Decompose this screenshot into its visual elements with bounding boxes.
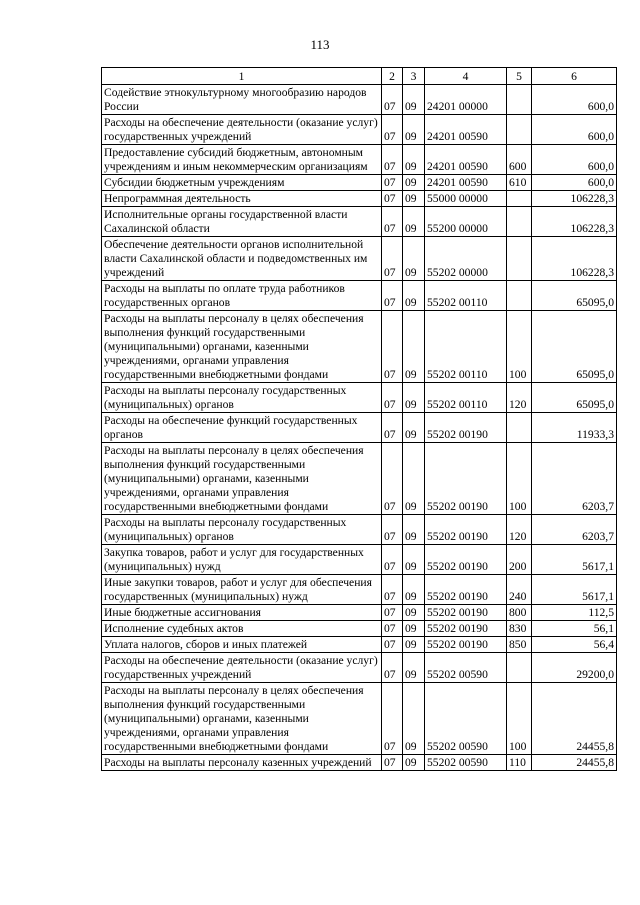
section-code-cell: 07 — [382, 413, 403, 443]
expense-type-cell — [507, 237, 532, 281]
section-code-cell: 07 — [382, 683, 403, 755]
target-article-cell: 24201 00590 — [425, 115, 507, 145]
subsection-code-cell: 09 — [403, 605, 425, 621]
table-body — [102, 68, 617, 771]
subsection-code-cell: 09 — [403, 237, 425, 281]
table-row — [102, 237, 617, 281]
target-article-cell: 55202 00590 — [425, 653, 507, 683]
expense-type-cell: 830 — [507, 621, 532, 637]
table-row — [102, 683, 617, 755]
amount-cell: 6203,7 — [532, 443, 617, 515]
amount-cell: 600,0 — [532, 115, 617, 145]
row-name-cell: Расходы на обеспечение функций государственных органов — [102, 413, 382, 443]
amount-cell: 6203,7 — [532, 515, 617, 545]
expense-type-cell: 240 — [507, 575, 532, 605]
amount-cell: 56,4 — [532, 637, 617, 653]
row-name-cell: Исполнительные органы государственной власти Сахалинской области — [102, 207, 382, 237]
subsection-code-cell: 09 — [403, 175, 425, 191]
amount-cell: 600,0 — [532, 175, 617, 191]
table-row — [102, 311, 617, 383]
target-article-cell: 55202 00190 — [425, 621, 507, 637]
subsection-code-cell: 09 — [403, 207, 425, 237]
subsection-code-cell: 09 — [403, 145, 425, 175]
table-row — [102, 653, 617, 683]
subsection-code-cell: 09 — [403, 281, 425, 311]
subsection-code-cell: 09 — [403, 653, 425, 683]
subsection-code-cell: 09 — [403, 383, 425, 413]
section-code-cell: 07 — [382, 191, 403, 207]
amount-cell: 106228,3 — [532, 237, 617, 281]
section-code-cell: 07 — [382, 575, 403, 605]
section-code-cell: 07 — [382, 175, 403, 191]
amount-cell: 600,0 — [532, 145, 617, 175]
table-row — [102, 755, 617, 771]
amount-cell: 106228,3 — [532, 191, 617, 207]
subsection-code-cell: 09 — [403, 637, 425, 653]
expense-type-cell: 110 — [507, 755, 532, 771]
table-row — [102, 413, 617, 443]
subsection-code-cell: 09 — [403, 115, 425, 145]
target-article-cell: 55202 00190 — [425, 413, 507, 443]
subsection-code-cell: 09 — [403, 443, 425, 515]
subsection-code-cell: 09 — [403, 311, 425, 383]
subsection-code-cell: 09 — [403, 545, 425, 575]
table-row — [102, 175, 617, 191]
row-name-cell: Расходы на выплаты персоналу в целях обеспечения выполнения функций государственными (муниципальными) органами, казенными учреждениями, органами управления государственными внебюджетными фондами — [102, 311, 382, 383]
section-code-cell: 07 — [382, 85, 403, 115]
section-code-cell: 07 — [382, 621, 403, 637]
amount-cell: 65095,0 — [532, 383, 617, 413]
target-article-cell: 55202 00110 — [425, 383, 507, 413]
row-name-cell: Расходы на выплаты персоналу государственных (муниципальных) органов — [102, 515, 382, 545]
amount-cell: 112,5 — [532, 605, 617, 621]
expense-type-cell: 120 — [507, 515, 532, 545]
row-name-cell: Закупка товаров, работ и услуг для государственных (муниципальных) нужд — [102, 545, 382, 575]
row-name-cell: Обеспечение деятельности органов исполнительной власти Сахалинской области и подведомственных им учреждений — [102, 237, 382, 281]
section-code-cell: 07 — [382, 311, 403, 383]
expense-type-cell: 850 — [507, 637, 532, 653]
expense-type-cell — [507, 207, 532, 237]
subsection-code-cell: 09 — [403, 621, 425, 637]
target-article-cell: 55202 00190 — [425, 605, 507, 621]
target-article-cell: 55202 00590 — [425, 755, 507, 771]
table-row — [102, 85, 617, 115]
amount-cell: 106228,3 — [532, 207, 617, 237]
section-code-cell: 07 — [382, 145, 403, 175]
expense-type-cell: 100 — [507, 311, 532, 383]
row-name-cell: Субсидии бюджетным учреждениям — [102, 175, 382, 191]
section-code-cell: 07 — [382, 755, 403, 771]
expense-type-cell — [507, 85, 532, 115]
expense-type-cell: 610 — [507, 175, 532, 191]
row-name-cell: Предоставление субсидий бюджетным, автономным учреждениям и иным некоммерческим организациям — [102, 145, 382, 175]
row-name-cell: Уплата налогов, сборов и иных платежей — [102, 637, 382, 653]
row-name-cell: Иные бюджетные ассигнования — [102, 605, 382, 621]
expense-type-cell — [507, 191, 532, 207]
target-article-cell: 55202 00190 — [425, 515, 507, 545]
target-article-cell: 24201 00000 — [425, 85, 507, 115]
target-article-cell: 55202 00110 — [425, 311, 507, 383]
section-code-cell: 07 — [382, 545, 403, 575]
section-code-cell: 07 — [382, 115, 403, 145]
column-header: 3 — [403, 68, 425, 85]
row-name-cell: Расходы на выплаты персоналу в целях обеспечения выполнения функций государственными (муниципальными) органами, казенными учреждениями, органами управления государственными внебюджетными фондами — [102, 443, 382, 515]
row-name-cell: Расходы на выплаты персоналу казенных учреждений — [102, 755, 382, 771]
expense-type-cell: 100 — [507, 443, 532, 515]
expense-type-cell: 100 — [507, 683, 532, 755]
column-header: 4 — [425, 68, 507, 85]
section-code-cell: 07 — [382, 237, 403, 281]
table-row — [102, 207, 617, 237]
target-article-cell: 55202 00590 — [425, 683, 507, 755]
amount-cell: 24455,8 — [532, 683, 617, 755]
expense-type-cell: 800 — [507, 605, 532, 621]
row-name-cell: Расходы на выплаты персоналу в целях обеспечения выполнения функций государственными (муниципальными) органами, казенными учреждениями, органами управления государственными внебюджетными фондами — [102, 683, 382, 755]
target-article-cell: 55202 00190 — [425, 545, 507, 575]
subsection-code-cell: 09 — [403, 85, 425, 115]
amount-cell: 5617,1 — [532, 575, 617, 605]
section-code-cell: 07 — [382, 605, 403, 621]
table-row — [102, 575, 617, 605]
row-name-cell: Расходы на обеспечение деятельности (оказание услуг) государственных учреждений — [102, 653, 382, 683]
amount-cell: 29200,0 — [532, 653, 617, 683]
budget-table — [101, 67, 617, 771]
table-row — [102, 383, 617, 413]
section-code-cell: 07 — [382, 281, 403, 311]
row-name-cell: Расходы на выплаты персоналу государственных (муниципальных) органов — [102, 383, 382, 413]
row-name-cell: Расходы на выплаты по оплате труда работников государственных органов — [102, 281, 382, 311]
section-code-cell: 07 — [382, 383, 403, 413]
expense-type-cell: 120 — [507, 383, 532, 413]
row-name-cell: Иные закупки товаров, работ и услуг для обеспечения государственных (муниципальных) нужд — [102, 575, 382, 605]
expense-type-cell: 200 — [507, 545, 532, 575]
target-article-cell: 24201 00590 — [425, 145, 507, 175]
subsection-code-cell: 09 — [403, 575, 425, 605]
table-row — [102, 515, 617, 545]
row-name-cell: Исполнение судебных актов — [102, 621, 382, 637]
subsection-code-cell: 09 — [403, 755, 425, 771]
column-header: 1 — [102, 68, 382, 85]
target-article-cell: 55202 00000 — [425, 237, 507, 281]
amount-cell: 65095,0 — [532, 281, 617, 311]
table-row — [102, 145, 617, 175]
expense-type-cell — [507, 413, 532, 443]
target-article-cell: 55202 00110 — [425, 281, 507, 311]
section-code-cell: 07 — [382, 637, 403, 653]
subsection-code-cell: 09 — [403, 515, 425, 545]
amount-cell: 56,1 — [532, 621, 617, 637]
target-article-cell: 24201 00590 — [425, 175, 507, 191]
subsection-code-cell: 09 — [403, 413, 425, 443]
amount-cell: 24455,8 — [532, 755, 617, 771]
target-article-cell: 55000 00000 — [425, 191, 507, 207]
section-code-cell: 07 — [382, 515, 403, 545]
row-name-cell: Расходы на обеспечение деятельности (оказание услуг) государственных учреждений — [102, 115, 382, 145]
amount-cell: 65095,0 — [532, 311, 617, 383]
subsection-code-cell: 09 — [403, 191, 425, 207]
amount-cell: 5617,1 — [532, 545, 617, 575]
table-row — [102, 605, 617, 621]
section-code-cell: 07 — [382, 653, 403, 683]
column-header-row — [102, 68, 617, 85]
section-code-cell: 07 — [382, 207, 403, 237]
row-name-cell: Содействие этнокультурному многообразию народов России — [102, 85, 382, 115]
expense-type-cell — [507, 281, 532, 311]
expense-type-cell — [507, 115, 532, 145]
table-row — [102, 115, 617, 145]
page-number: 113 — [310, 37, 330, 52]
table-row — [102, 637, 617, 653]
subsection-code-cell: 09 — [403, 683, 425, 755]
column-header: 5 — [507, 68, 532, 85]
column-header: 2 — [382, 68, 403, 85]
expense-type-cell — [507, 653, 532, 683]
target-article-cell: 55202 00190 — [425, 443, 507, 515]
target-article-cell: 55202 00190 — [425, 637, 507, 653]
target-article-cell: 55200 00000 — [425, 207, 507, 237]
row-name-cell: Непрограммная деятельность — [102, 191, 382, 207]
table-row — [102, 545, 617, 575]
column-header: 6 — [532, 68, 617, 85]
amount-cell: 600,0 — [532, 85, 617, 115]
section-code-cell: 07 — [382, 443, 403, 515]
expense-type-cell: 600 — [507, 145, 532, 175]
target-article-cell: 55202 00190 — [425, 575, 507, 605]
table-row — [102, 443, 617, 515]
table-row — [102, 621, 617, 637]
table-row — [102, 191, 617, 207]
amount-cell: 11933,3 — [532, 413, 617, 443]
table-row — [102, 281, 617, 311]
